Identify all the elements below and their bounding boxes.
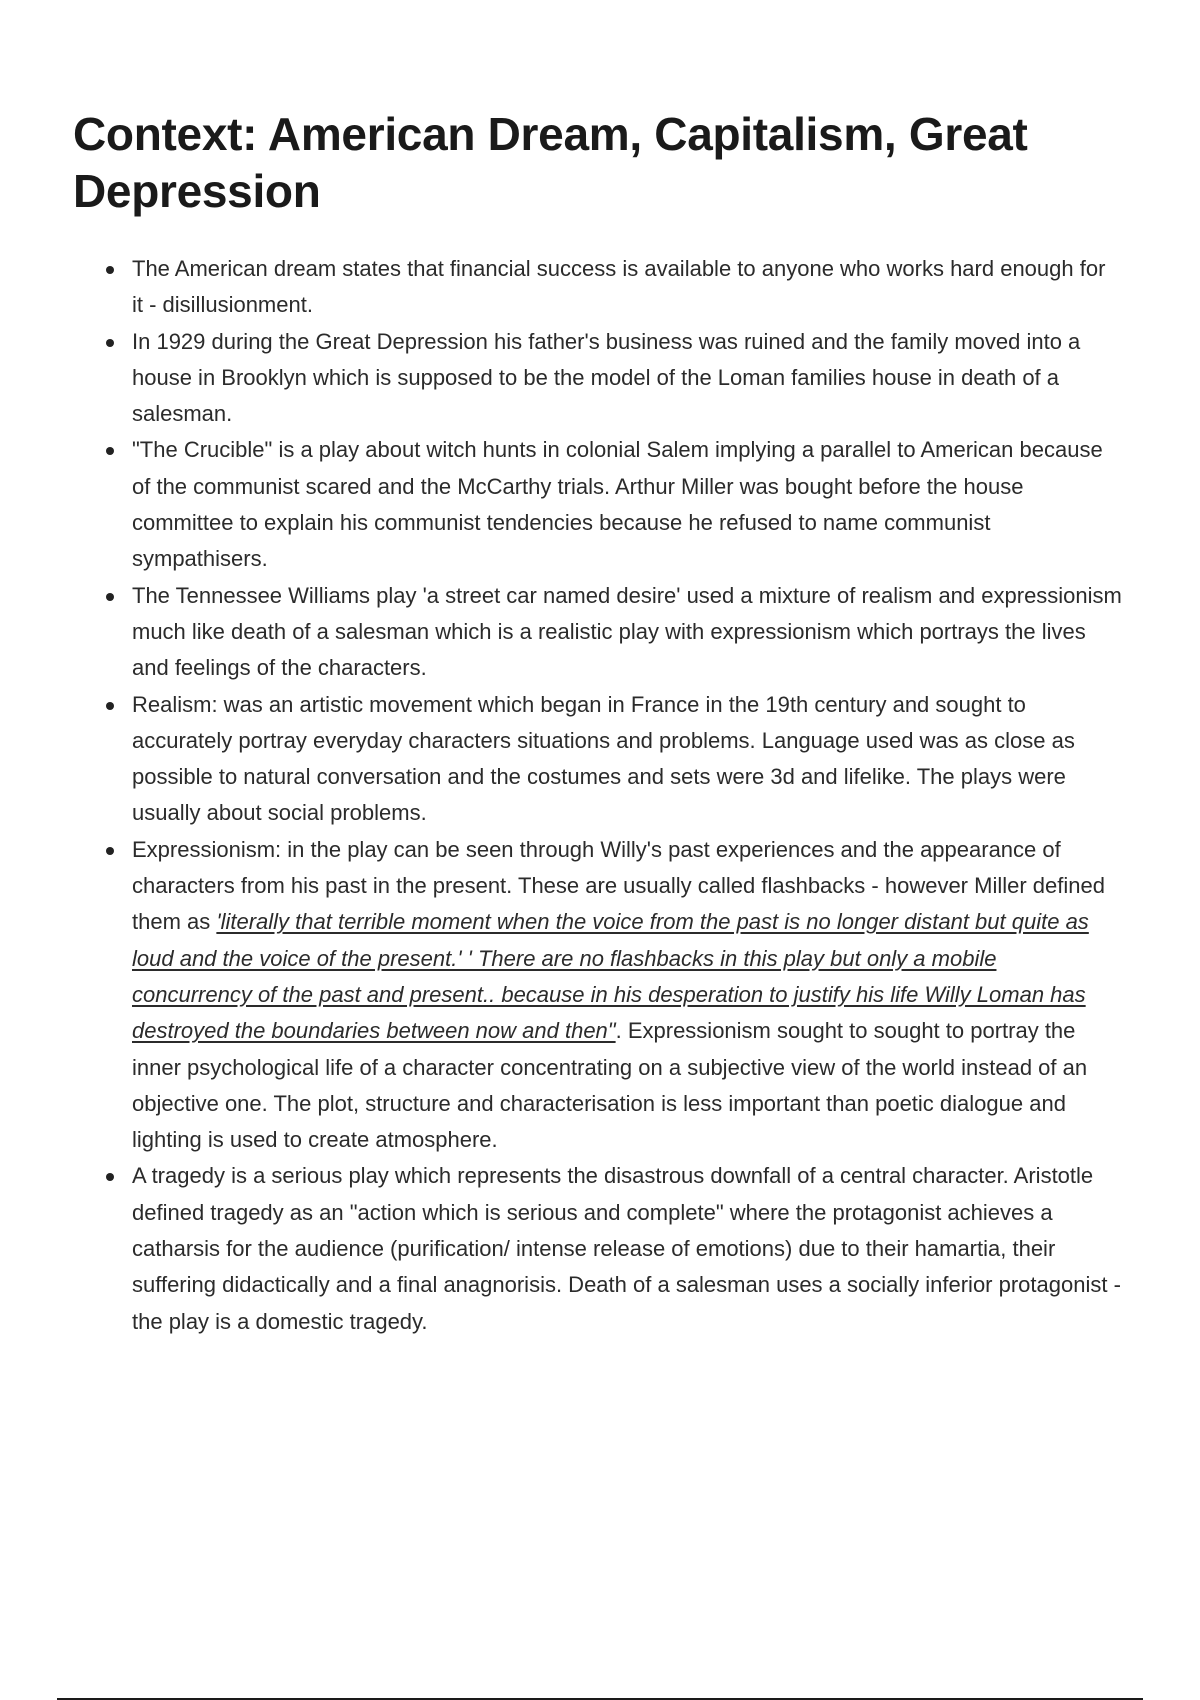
page-title: Context: American Dream, Capitalism, Great Depression [73,108,1028,217]
list-item-expressionism [132,832,1122,1159]
bullet-list [132,251,1122,1340]
list-item-tennessee-williams: The Tennessee Williams play 'a street car named desire' used a mixture of realism and expressionism much like death of a salesman which is a realistic play with expressionism which portrays the lives and feelings of the characters. [132,578,1122,687]
list-item-american-dream: The American dream states that financial success is available to anyone who works hard enough for it - disillusionment. [132,251,1122,324]
expressionism-intro: Expressionism: in the play can be seen through Willy's past experiences and the appearance of characters from his past in the present. These are usually called flashbacks - however Miller defined them as [132,836,1105,935]
list-item-realism: Realism: was an artistic movement which began in France in the 19th century and sought to accurately portray everyday characters situations and problems. Language used was as close as possible to natural conversation and the costumes and sets were 3d and lifelike. The plays were usually about social problems. [132,687,1122,832]
list-item-great-depression: In 1929 during the Great Depression his father's business was ruined and the family moved into a house in Brooklyn which is supposed to be the model of the Loman families house in death of a salesman. [132,324,1122,433]
list-item-tragedy: A tragedy is a serious play which represents the disastrous downfall of a central character. Aristotle defined tragedy as an "action which is serious and complete" where the protagonist achieves a catharsis for the audience (purification/ intense release of emotions) due to their hamartia, their suffering didactically and a final anagnorisis. Death of a salesman uses a socially inferior protagonist - the play is a domestic tragedy. [132,1158,1122,1339]
expressionism-rest: . Expressionism sought to sought to portray the inner psychological life of a character concentrating on a subjective view of the world instead of an objective one. The plot, structure and characterisation is less important than poetic dialogue and lighting is used to create atmosphere. [132,1018,1088,1153]
list-item-the-crucible: "The Crucible" is a play about witch hunts in colonial Salem implying a parallel to American because of the communist scared and the McCarthy trials. Arthur Miller was bought before the house committee to explain his communist tendencies because he refused to name communist sympathisers. [132,432,1122,577]
miller-quote: 'literally that terrible moment when the voice from the past is no longer distant but quite as loud and the voice of the present.' ' There are no flashbacks in this play but only a mobile concurrency of the past and present.. because in his desperation to justify his life Willy Loman has destroyed the boundaries between now and then" [132,909,1089,1044]
